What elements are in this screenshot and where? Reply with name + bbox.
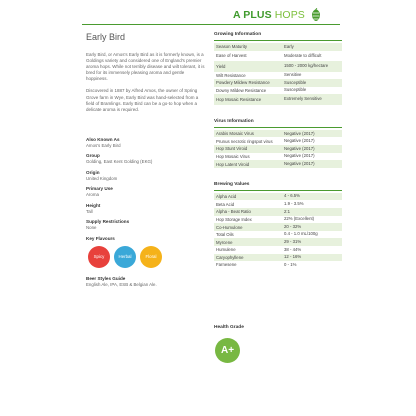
- flavour-badge-floral: Floral: [140, 246, 162, 268]
- field-label: Group: [86, 153, 100, 159]
- table-row: [214, 200, 342, 208]
- table-row: [214, 61, 342, 72]
- table-row: [214, 160, 342, 168]
- row-label: Hop Mosaic Virus: [216, 153, 250, 159]
- row-value: Negative (2017): [284, 160, 315, 166]
- field-value: Golding, East Kent Golding (EKG): [86, 159, 153, 165]
- table-row: [214, 208, 342, 216]
- row-value: Early: [284, 43, 294, 49]
- section-divider: [214, 127, 342, 128]
- brand-name-bold: A PLUS: [233, 9, 272, 21]
- growing-section-title: Growing Information: [214, 32, 262, 37]
- row-label: Hop Storage Index: [216, 216, 252, 222]
- table-row: [214, 193, 342, 201]
- health-grade-title: Health Grade: [214, 325, 244, 330]
- row-value: Negative (2017): [284, 145, 315, 151]
- row-label: Downy Mildew Resistance: [216, 88, 267, 94]
- health-grade-badge: A+: [215, 338, 240, 363]
- row-label: Myrcene: [216, 239, 233, 245]
- flavour-badges: [88, 246, 206, 268]
- field-label: Height: [86, 202, 101, 208]
- description-paragraph: Discovered in 1887 by Alfred Amos, the owner of Spring Grove farm in Wye, Early Bird was hand-selected from a field of Bramlings. Early Bird can be a go-to hop when a delicate aroma is required.: [86, 88, 199, 112]
- row-value: Moderate to difficult: [284, 52, 322, 58]
- row-label: Humulene: [216, 247, 236, 253]
- flavour-badge-herbal: Herbal: [114, 246, 136, 268]
- row-label: Alpha Acid: [216, 194, 237, 200]
- field-group: [86, 153, 206, 165]
- section-divider: [214, 190, 342, 191]
- row-label: Hop Mosaic Resistance: [216, 97, 262, 103]
- field-label: Supply Restrictions: [86, 219, 130, 225]
- row-label: Arabis Mosaic Virus: [216, 131, 254, 137]
- row-value: 12 - 16%: [284, 254, 302, 260]
- table-row: [214, 51, 342, 62]
- row-label: Beta Acid: [216, 201, 235, 207]
- virus-table: [214, 130, 342, 168]
- description-paragraph: Early Bird, or Amos's Early Bird as it is formerly known, is a Goldings variety and considered one of England's premier aroma hops. While not terribly disease and wilt tolerant, it is bred for its immensely pleasing aroma and gentle hoppiness.: [86, 52, 205, 82]
- flavour-badge-spicy: Spicy: [88, 246, 110, 268]
- field-supply-restrictions: [86, 219, 206, 231]
- field-primary-use: [86, 186, 206, 198]
- row-label: Ease of Harvest: [216, 53, 247, 59]
- row-value: 2:1: [284, 208, 290, 214]
- row-value: Sensitive: [284, 72, 302, 78]
- row-label: Wilt Resistance: [216, 72, 246, 78]
- table-row: [214, 246, 342, 254]
- table-row: [214, 145, 342, 153]
- row-label: Yield: [216, 63, 226, 69]
- brewing-table: [214, 193, 342, 269]
- table-row: [214, 261, 342, 269]
- hop-overview: [86, 32, 206, 287]
- table-row: [214, 216, 342, 224]
- table-row: [214, 79, 342, 87]
- row-label: Season Maturity: [216, 44, 248, 50]
- table-row: [214, 94, 342, 105]
- hop-cone-icon: [310, 8, 322, 22]
- field-label: Origin: [86, 169, 100, 175]
- row-label: Caryophyllene: [216, 254, 244, 260]
- row-value: 1500 - 2000 kg/hectare: [284, 63, 329, 69]
- field-value: None: [86, 225, 97, 231]
- row-value: 22% (Excellent): [284, 216, 315, 222]
- table-row: [214, 223, 342, 231]
- row-value: 29 - 31%: [284, 239, 302, 245]
- row-value: 38 - 44%: [284, 246, 302, 252]
- field-value: Aroma: [86, 192, 99, 198]
- field-value: United Kingdom: [86, 175, 118, 181]
- beer-styles-label: Beer Styles Guide: [86, 275, 126, 281]
- beer-styles-value: English Ale, IPA, ESB & Belgian Ale.: [86, 281, 157, 287]
- virus-section-title: Virus Information: [214, 118, 254, 124]
- table-row: [214, 72, 342, 80]
- row-label: Co-Humulone: [216, 224, 243, 230]
- row-value: Susceptible: [284, 87, 307, 93]
- row-label: Alpha - Beat Ratio: [216, 209, 251, 215]
- field-height: [86, 203, 206, 215]
- field-value: Tall: [86, 208, 93, 214]
- row-value: Negative (2017): [284, 138, 315, 144]
- table-row: [214, 87, 342, 95]
- field-origin: [86, 170, 206, 182]
- row-value: Negative (2017): [284, 153, 315, 159]
- row-value: Negative (2017): [284, 130, 315, 136]
- row-value: Susceptible: [284, 79, 307, 85]
- row-label: Prunus necrotic ringspot virus: [216, 138, 273, 144]
- field-label: Primary Use: [86, 186, 113, 192]
- brand-name: [233, 9, 305, 21]
- row-value: 0.4 - 1.0 mL/100g: [284, 231, 318, 237]
- row-value: 4 - 6.5%: [284, 193, 301, 199]
- row-label: Hop Latent Viroid: [216, 161, 250, 167]
- section-divider: [214, 40, 342, 41]
- table-row: [214, 153, 342, 161]
- brand-logo: [310, 8, 322, 22]
- row-label: Farnesene: [216, 262, 237, 268]
- table-row: [214, 231, 342, 239]
- header-divider: [82, 24, 340, 25]
- table-row: [214, 238, 342, 246]
- brewing-section-title: Brewing Values: [214, 181, 250, 187]
- field-label: Also Known As: [86, 136, 120, 142]
- table-row: [214, 137, 342, 145]
- row-label: Powdery Mildew Resistance: [216, 80, 270, 86]
- brand-name-light: HOPS: [274, 9, 305, 21]
- row-value: Extremely Sensitive: [284, 96, 322, 102]
- field-also-known-as: [86, 137, 206, 149]
- row-value: 1.9 - 3.5%: [284, 201, 304, 207]
- row-label: Total Oils: [216, 232, 234, 238]
- page-title: Early Bird: [86, 32, 126, 42]
- row-label: Hop Stunt Viroid: [216, 146, 248, 152]
- key-flavours-label: Key Flavours: [86, 235, 115, 241]
- field-value: Amos's Early Bird: [86, 142, 121, 148]
- table-row: [214, 254, 342, 262]
- table-row: [214, 43, 342, 51]
- hop-data-tables: [214, 32, 342, 274]
- growing-table: [214, 43, 342, 105]
- table-row: [214, 130, 342, 138]
- row-value: 0 - 1%: [284, 261, 297, 267]
- row-value: 20 - 32%: [284, 223, 302, 229]
